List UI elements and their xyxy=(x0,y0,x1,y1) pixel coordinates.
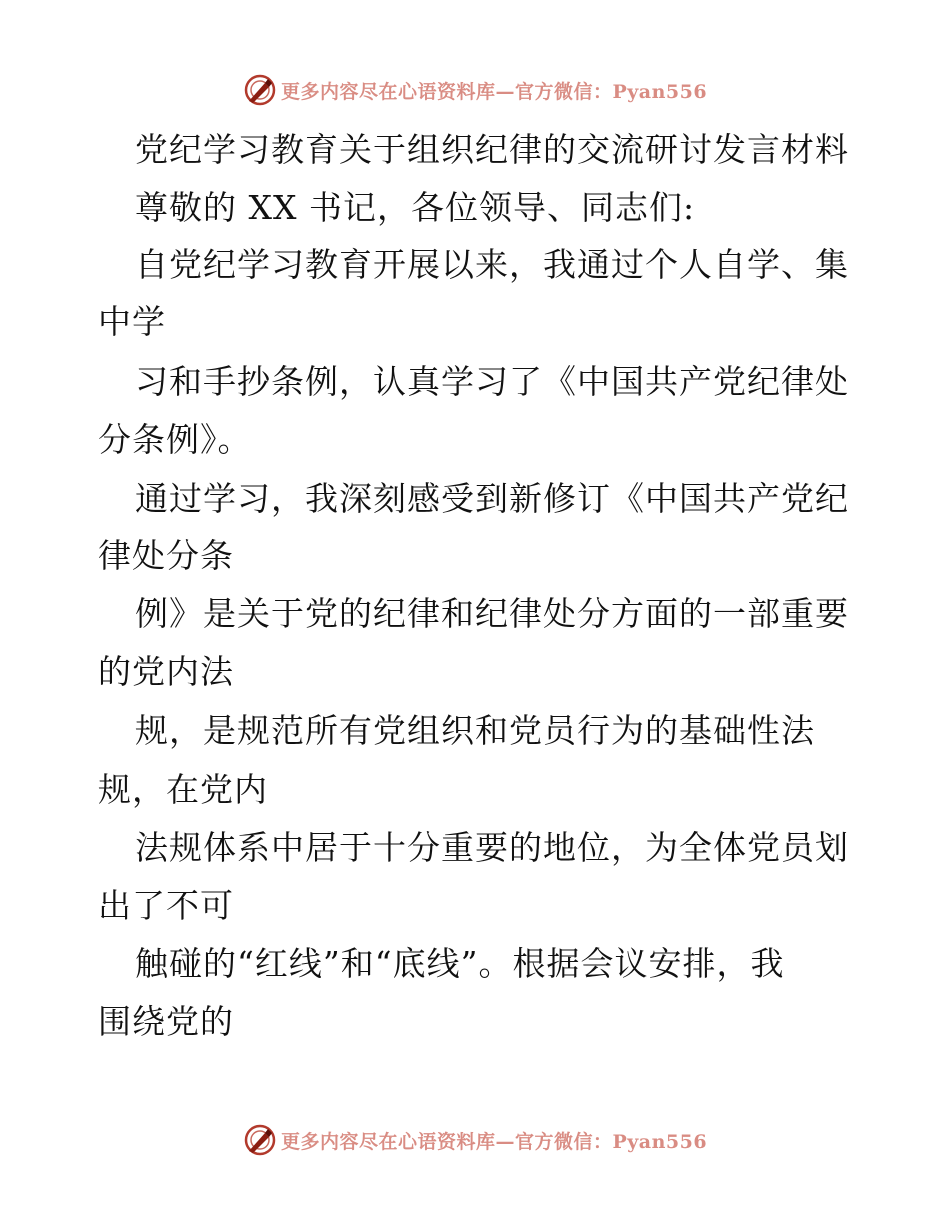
paragraph-line: 的党内法 xyxy=(98,652,234,691)
paragraph-line: 中学 xyxy=(98,302,166,341)
paragraph-line: 自党纪学习教育开展以来，我通过个人自学、集 xyxy=(135,245,849,284)
paragraph-line: 触碰的“红线”和“底线”。根据会议安排，我 xyxy=(135,944,785,983)
pen-in-circle-logo-icon xyxy=(243,73,277,107)
paragraph-line: 规，在党内 xyxy=(98,770,268,809)
header-banner-text: 更多内容尽在心语资料库—官方微信：Pyan556 xyxy=(280,80,708,103)
footer-banner-text: 更多内容尽在心语资料库—官方微信：Pyan556 xyxy=(280,1130,708,1153)
paragraph-line: 法规体系中居于十分重要的地位，为全体党员划 xyxy=(135,828,849,867)
paragraph-line: 习和手抄条例，认真学习了《中国共产党纪律处 xyxy=(135,362,849,401)
paragraph-line: 围绕党的 xyxy=(98,1002,234,1041)
paragraph-line: 律处分条 xyxy=(98,536,234,575)
pen-in-circle-logo-icon xyxy=(243,1123,277,1157)
document-title: 党纪学习教育关于组织纪律的交流研讨发言材料 xyxy=(135,130,849,169)
header-banner xyxy=(0,70,950,110)
footer-banner xyxy=(0,1120,950,1160)
paragraph-line: 出了不可 xyxy=(98,886,234,925)
paragraph-line: 例》是关于党的纪律和纪律处分方面的一部重要 xyxy=(135,594,849,633)
salutation: 尊敬的 XX 书记，各位领导、同志们: xyxy=(135,188,696,227)
paragraph-line: 通过学习，我深刻感受到新修订《中国共产党纪 xyxy=(135,479,849,518)
paragraph-line: 规，是规范所有党组织和党员行为的基础性法 xyxy=(135,711,815,750)
paragraph-line: 分条例》。 xyxy=(98,420,252,459)
